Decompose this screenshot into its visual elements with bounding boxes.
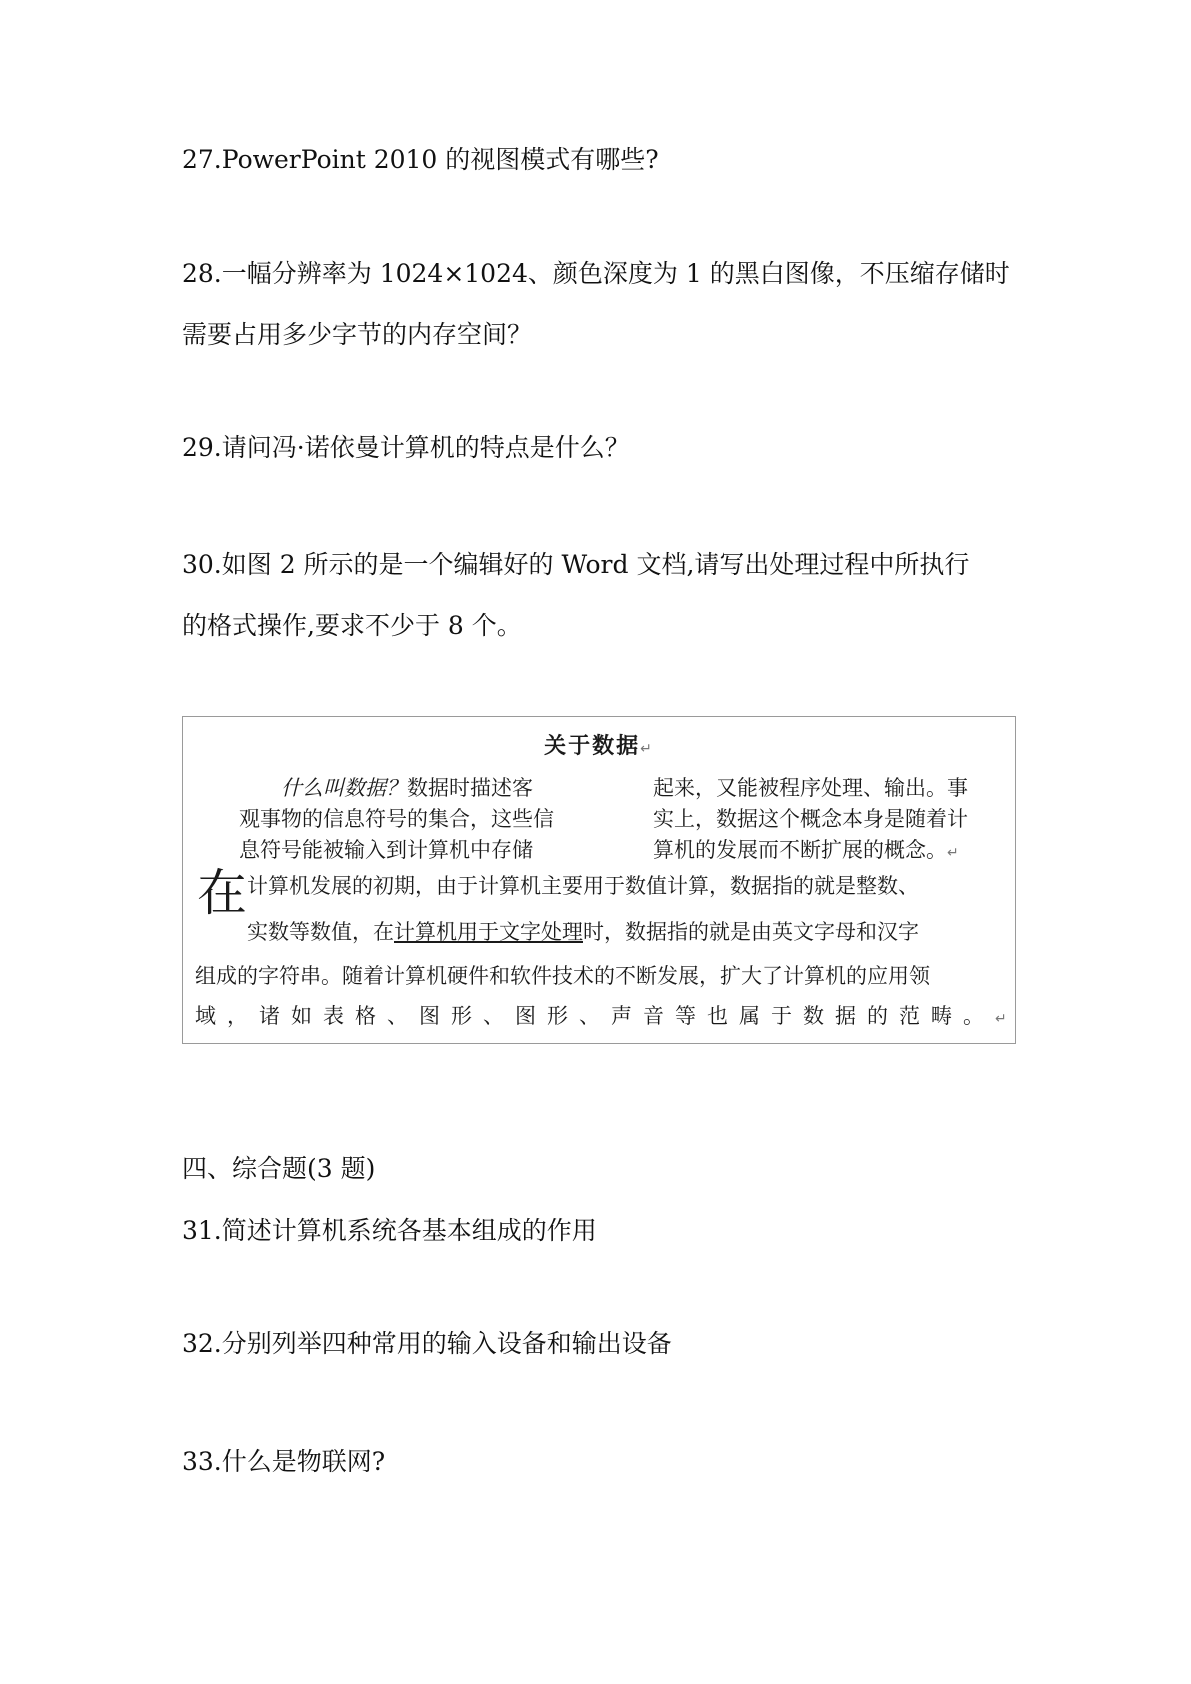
underlined-text: 计算机用于文字处理 (394, 920, 583, 944)
body-line-4-text: 域，诸如表格、图形、图形、声音等也属于数据的范畴。 (195, 1004, 995, 1028)
body-line-3: 组成的字符串。随着计算机硬件和软件技术的不断发展，扩大了计算机的应用领 (195, 964, 930, 988)
right-column-line-2: 实上，数据这个概念本身是随着计 (653, 807, 968, 831)
left-column-line-1-rest: 数据时描述客 (407, 776, 533, 800)
question-29: 29.请问冯·诺依曼计算机的特点是什么？ (182, 433, 630, 462)
figure-title (183, 729, 1015, 760)
paragraph-mark-icon: ↵ (640, 741, 654, 757)
section-4-heading: 四、综合题(3 题) (182, 1154, 376, 1183)
question-31: 31.简述计算机系统各基本组成的作用 (182, 1216, 597, 1245)
right-column-line-3-text: 算机的发展而不断扩展的概念。 (653, 838, 947, 862)
figure-title-text: 关于数据 (544, 734, 641, 759)
word-document-figure (182, 716, 1016, 1044)
question-33: 33.什么是物联网? (182, 1447, 386, 1476)
body-line-2-b: 时，数据指的就是由英文字母和汉字 (583, 920, 919, 944)
paragraph-mark-icon: ↵ (947, 845, 959, 861)
question-28-line-2: 需要占用多少字节的内存空间？ (182, 320, 533, 349)
italic-lead: 什么叫数据？ (281, 776, 407, 800)
left-column-line-3: 息符号能被输入到计算机中存储 (239, 838, 533, 862)
drop-cap: 在 (197, 864, 247, 922)
question-28-line-1: 28.一幅分辨率为 1024×1024、颜色深度为 1 的黑白图像，不压缩存储时 (182, 259, 1010, 288)
left-column (239, 773, 569, 866)
question-32: 32.分别列举四种常用的输入设备和输出设备 (182, 1329, 672, 1358)
question-27: 27.PowerPoint 2010 的视图模式有哪些? (182, 145, 659, 174)
body-line-2 (247, 917, 919, 947)
paragraph-mark-icon: ↵ (995, 1011, 1007, 1027)
left-column-line-2: 观事物的信息符号的集合，这些信 (239, 807, 554, 831)
body-line-2-a: 实数等数值，在 (247, 920, 394, 944)
right-column-line-3 (653, 835, 1003, 869)
body-line-1: 计算机发展的初期，由于计算机主要用于数值计算，数据指的就是整数、 (247, 874, 919, 898)
body-line-4 (195, 1001, 1007, 1034)
question-30-line-1: 30.如图 2 所示的是一个编辑好的 Word 文档,请写出处理过程中所执行 (182, 550, 970, 579)
left-column-line-1 (239, 773, 569, 804)
right-column-line-1: 起来，又能被程序处理、输出。事 (653, 776, 968, 800)
right-column (653, 773, 1003, 869)
question-30-line-2: 的格式操作,要求不少于 8 个。 (182, 611, 522, 640)
